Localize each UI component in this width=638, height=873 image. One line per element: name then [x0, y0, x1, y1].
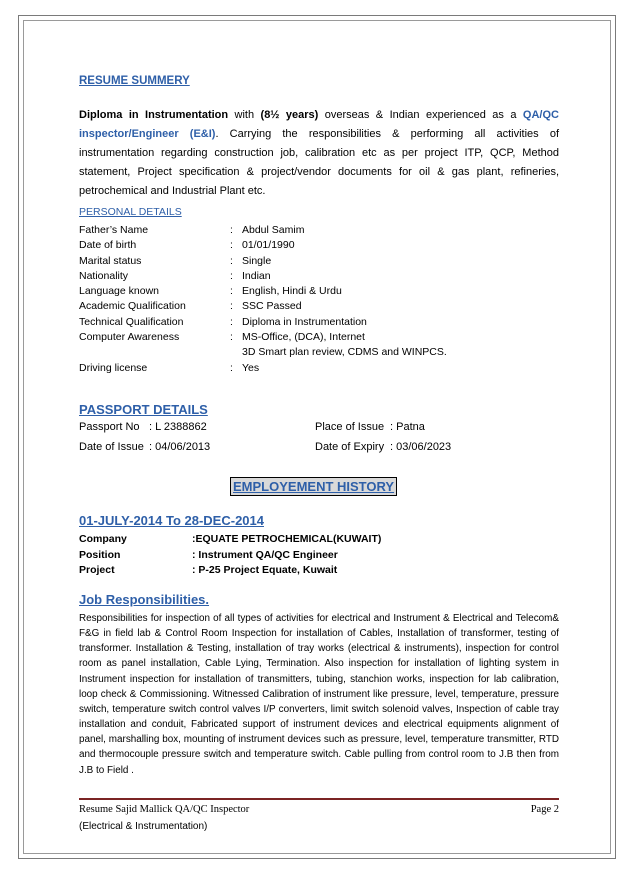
- personal-value: Abdul Samim: [242, 224, 305, 236]
- colon: :: [230, 361, 233, 374]
- personal-label: [79, 345, 230, 360]
- personal-row: [79, 269, 447, 284]
- colon: :: [230, 269, 233, 282]
- colon: :: [230, 239, 233, 252]
- colon: :: [230, 331, 233, 344]
- employment-table: [79, 532, 381, 579]
- date-of-issue-value: : 04/06/2013: [149, 441, 211, 453]
- personal-value: English, Hindi & Urdu: [242, 285, 342, 298]
- summary-role: QA/QC inspector/Engineer (E&I): [79, 109, 559, 140]
- employment-heading: EMPLOYEMENT HISTORY: [230, 477, 397, 496]
- place-of-issue-label: Place of Issue: [315, 421, 385, 433]
- summary-years: (8½ years): [260, 109, 319, 121]
- employment-value: :EQUATE PETROCHEMICAL(KUWAIT): [192, 533, 382, 545]
- personal-label: Academic Qualification: [79, 300, 186, 313]
- footer-page-number: Page 2: [530, 804, 559, 815]
- summary-with: with: [228, 109, 261, 121]
- personal-label: Language known: [79, 285, 159, 298]
- footer-divider: [79, 798, 559, 800]
- date-of-issue-label: Date of Issue: [79, 441, 144, 453]
- summary-text1: overseas & Indian experienced as a: [318, 109, 523, 121]
- personal-row: [79, 223, 447, 238]
- colon: :: [230, 315, 233, 328]
- passport-row-1: [79, 421, 425, 433]
- personal-value: Single: [242, 254, 272, 267]
- passport-heading: PASSPORT DETAILS: [79, 402, 208, 417]
- summary-paragraph: [79, 106, 559, 201]
- personal-row: [79, 345, 447, 360]
- personal-heading: PERSONAL DETAILS: [79, 206, 182, 218]
- passport-row-2: [79, 441, 451, 453]
- footer-subtitle: (Electrical & Instrumentation): [79, 821, 208, 832]
- personal-value: 3D Smart plan review, CDMS and WINPCS.: [242, 346, 447, 359]
- employment-row: [79, 548, 381, 564]
- colon: :: [230, 300, 233, 313]
- personal-value: Yes: [242, 361, 260, 374]
- summary-heading: RESUME SUMMERY: [79, 75, 190, 87]
- passport-no-label: Passport No: [79, 421, 140, 433]
- personal-row: [79, 330, 447, 345]
- personal-value: MS-Office, (DCA), Internet: [242, 331, 365, 344]
- personal-label: Father’s Name: [79, 224, 149, 236]
- colon: :: [230, 285, 233, 298]
- personal-label: Driving license: [79, 361, 148, 374]
- job-responsibilities-text: Responsibilities for inspection of all types of activities for electrical and Instrument & Electrical and Telecom& F&G in field lab & Control Room Inspection for installation of Cables, Installation of transformer, testing of transformer. Installation & Testing, installation of tray works (electrical & instruments), inspection for control room as panel installation, Cable Lying, Termination. Also inspection for installation of lighting system in Instrument inspection for installation of transmitters, tubing, stanchion works, inspection for lab calibration, loop check & Commissioning. Witnessed Calibration of instrument like pressure, level, temperature, pressure switch, temperature switch control valves I/P converters, limit switch solenoid valves, Inspection of cable tray installation and conduit, Fabricated support of instrument devices and electrical equipments alignment of panel, marshalling box, mounting of instrument devices such as pressure, level, temperature transmitter, RTD and thermocouple pressure switch and temperature switch. Cable pulling from control room to J.B then from J.B to Field .: [79, 613, 559, 776]
- colon-spacer: [230, 345, 242, 360]
- employment-value: : P-25 Project Equate, Kuwait: [192, 564, 338, 576]
- personal-value: SSC Passed: [242, 300, 302, 313]
- personal-label: Computer Awareness: [79, 331, 180, 344]
- personal-details-table: [79, 223, 447, 376]
- personal-row: [79, 254, 447, 269]
- personal-label: Marital status: [79, 254, 142, 267]
- personal-row: [79, 284, 447, 299]
- personal-label: Nationality: [79, 269, 129, 282]
- personal-value: Diploma in Instrumentation: [242, 315, 367, 328]
- date-of-expiry-label: Date of Expiry: [315, 441, 385, 453]
- personal-value: Indian: [242, 269, 271, 282]
- employment-row: [79, 563, 381, 579]
- colon: :: [230, 254, 233, 267]
- place-of-issue-value: : Patna: [390, 421, 425, 433]
- summary-text2: . Carrying the responsibilities & performing all activities of instrumentation regarding construction job, calibration etc as per project ITP, QCP, Method statement, Project specification & project/vendor documents for oil & gas plant, refineries, petrochemical and Industrial Plant etc.: [79, 128, 559, 197]
- employment-label: Project: [79, 564, 115, 576]
- date-of-expiry-value: : 03/06/2023: [390, 441, 452, 453]
- passport-no-value: : L 2388862: [149, 421, 207, 433]
- employment-label: Position: [79, 548, 121, 561]
- employment-row: [79, 532, 381, 548]
- employment-dates: 01-JULY-2014 To 28-DEC-2014: [79, 513, 264, 528]
- job-responsibilities-heading: Job Responsibilities.: [79, 592, 210, 607]
- summary-intro: Diploma in Instrumentation: [79, 109, 229, 121]
- colon: :: [230, 224, 233, 236]
- personal-row: [79, 361, 447, 376]
- personal-row: [79, 315, 447, 330]
- personal-row: [79, 238, 447, 253]
- personal-label: Technical Qualification: [79, 315, 184, 328]
- footer-title: Resume Sajid Mallick QA/QC Inspector: [79, 804, 250, 815]
- employment-label: Company: [79, 533, 127, 545]
- employment-value: : Instrument QA/QC Engineer: [192, 548, 338, 561]
- personal-value: 01/01/1990: [242, 239, 295, 252]
- personal-row: [79, 299, 447, 314]
- personal-label: Date of birth: [79, 239, 137, 252]
